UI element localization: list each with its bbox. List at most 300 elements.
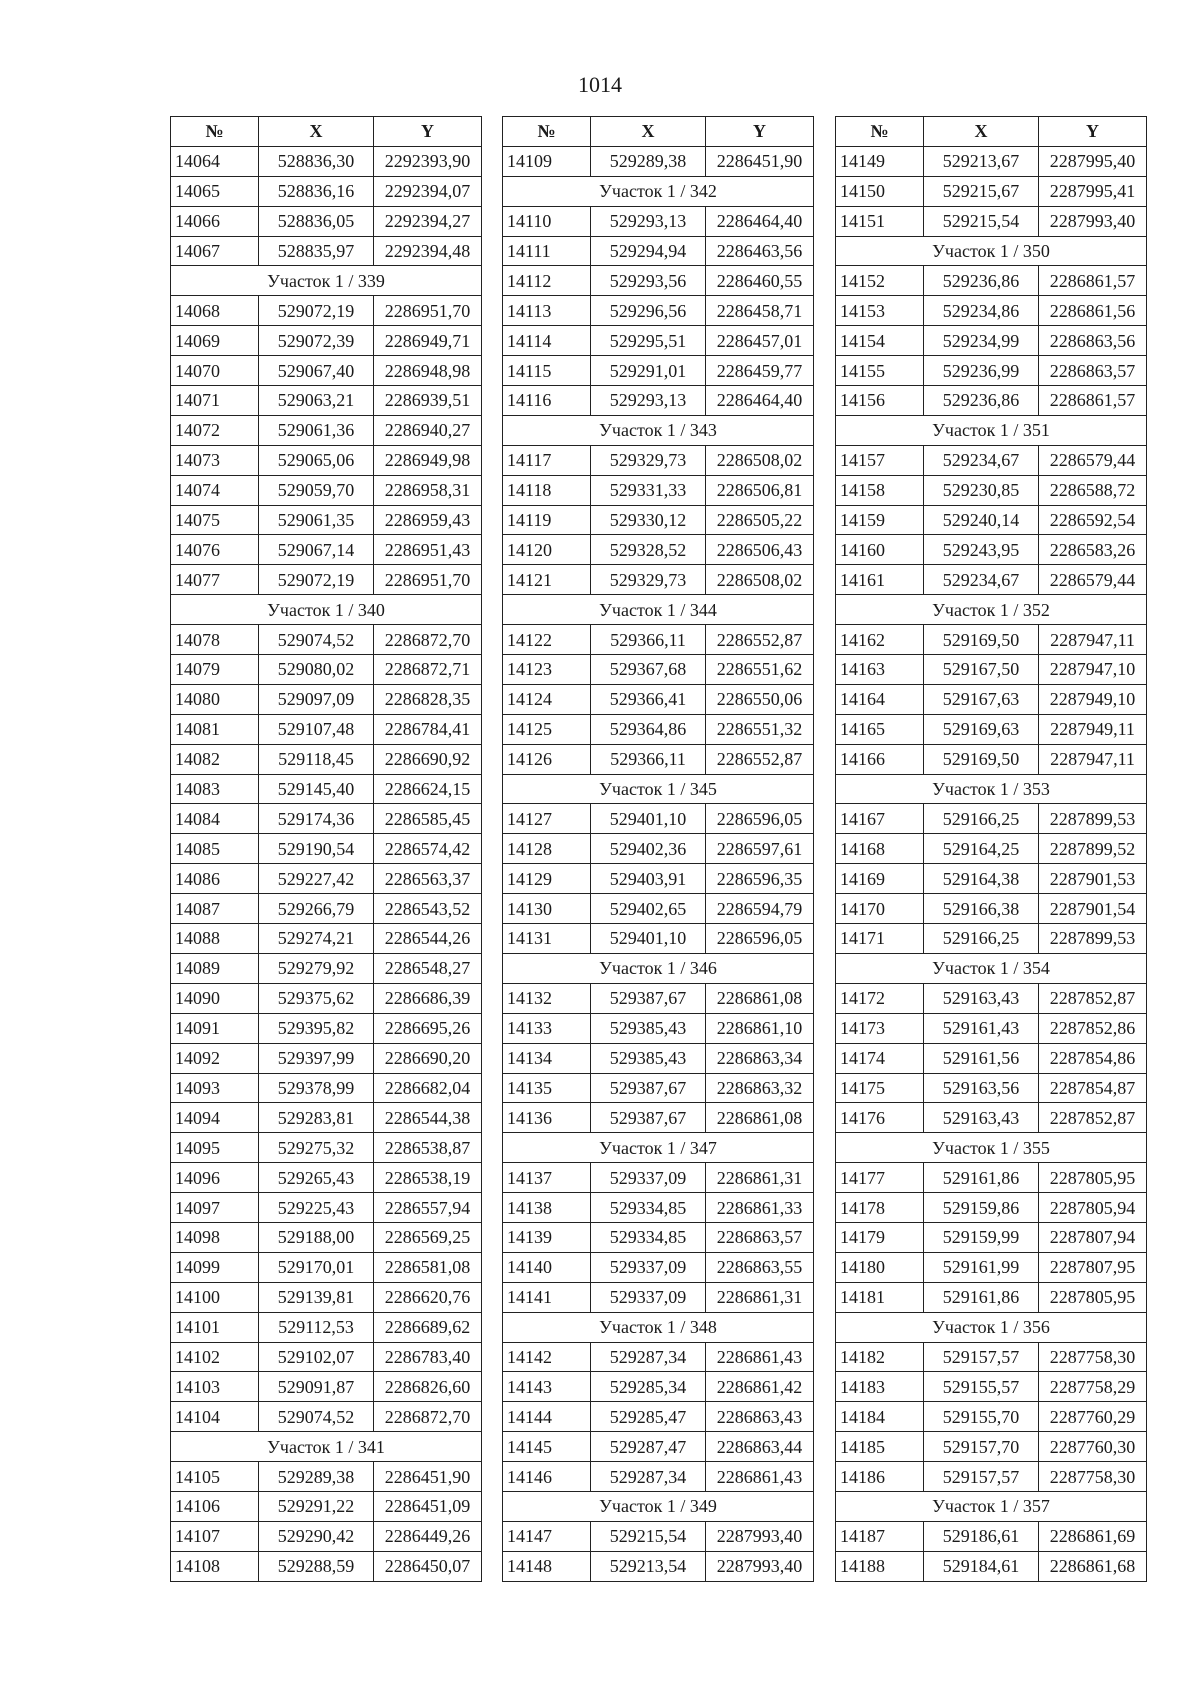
point-number: 14187 [836,1521,924,1551]
x-coordinate: 529287,34 [591,1342,706,1372]
y-coordinate: 2286940,27 [374,415,482,445]
y-coordinate: 2286451,90 [706,146,814,176]
y-coordinate: 2286574,42 [374,834,482,864]
x-coordinate: 529080,02 [259,655,374,685]
section-row [503,415,814,445]
table-header-row [836,117,1147,147]
y-coordinate: 2287807,95 [1039,1252,1147,1282]
y-coordinate: 2292394,27 [374,206,482,236]
y-coordinate: 2287947,11 [1039,625,1147,655]
point-number: 14163 [836,655,924,685]
point-number: 14117 [503,445,591,475]
y-coordinate: 2287993,40 [706,1551,814,1581]
x-coordinate: 529169,63 [924,714,1039,744]
table-row [836,326,1147,356]
section-row [836,1312,1147,1342]
point-number: 14094 [171,1103,259,1133]
point-number: 14143 [503,1372,591,1402]
y-coordinate: 2286557,94 [374,1193,482,1223]
point-number: 14071 [171,386,259,416]
x-coordinate: 529174,36 [259,804,374,834]
table-row [171,146,482,176]
table-row [171,386,482,416]
point-number: 14149 [836,146,924,176]
table-row [171,953,482,983]
table-row [836,834,1147,864]
point-number: 14131 [503,924,591,954]
x-coordinate: 529063,21 [259,386,374,416]
point-number: 14153 [836,296,924,326]
y-coordinate: 2286861,08 [706,1103,814,1133]
y-coordinate: 2286464,40 [706,386,814,416]
x-coordinate: 529167,63 [924,684,1039,714]
table-row [171,804,482,834]
table-row [503,1252,814,1282]
x-coordinate: 529163,56 [924,1073,1039,1103]
table-row [503,684,814,714]
table-row [836,176,1147,206]
x-coordinate: 529243,95 [924,535,1039,565]
table-row [503,1372,814,1402]
y-coordinate: 2286550,06 [706,684,814,714]
point-number: 14167 [836,804,924,834]
y-coordinate: 2286828,35 [374,684,482,714]
table-row [836,655,1147,685]
x-coordinate: 529329,73 [591,445,706,475]
table-row [503,1462,814,1492]
y-coordinate: 2287807,94 [1039,1222,1147,1252]
y-coordinate: 2286458,71 [706,296,814,326]
table-row [503,864,814,894]
table-row [836,1103,1147,1133]
x-coordinate: 529234,99 [924,326,1039,356]
x-coordinate: 529190,54 [259,834,374,864]
point-number: 14086 [171,864,259,894]
y-coordinate: 2286861,57 [1039,266,1147,296]
y-coordinate: 2286959,43 [374,505,482,535]
point-number: 14126 [503,744,591,774]
table-row [503,565,814,595]
point-number: 14124 [503,684,591,714]
section-row [836,415,1147,445]
table-row [836,1402,1147,1432]
x-coordinate: 529289,38 [259,1462,374,1492]
x-coordinate: 529097,09 [259,684,374,714]
point-number: 14104 [171,1402,259,1432]
y-coordinate: 2286538,87 [374,1133,482,1163]
y-coordinate: 2292394,48 [374,236,482,266]
x-coordinate: 529163,43 [924,983,1039,1013]
y-coordinate: 2286958,31 [374,475,482,505]
x-coordinate: 529157,57 [924,1342,1039,1372]
x-coordinate: 529328,52 [591,535,706,565]
table-row [836,625,1147,655]
point-number: 14140 [503,1252,591,1282]
point-number: 14166 [836,744,924,774]
point-number: 14134 [503,1043,591,1073]
y-coordinate: 2286459,77 [706,356,814,386]
x-coordinate: 529385,43 [591,1043,706,1073]
x-coordinate: 529291,01 [591,356,706,386]
point-number: 14148 [503,1551,591,1581]
table-row [171,1402,482,1432]
point-number: 14069 [171,326,259,356]
point-number: 14108 [171,1551,259,1581]
y-coordinate: 2287947,11 [1039,744,1147,774]
y-coordinate: 2286951,43 [374,535,482,565]
table-row [171,1372,482,1402]
table-row [171,1193,482,1223]
y-coordinate: 2286863,55 [706,1252,814,1282]
x-coordinate: 529294,94 [591,236,706,266]
point-number: 14068 [171,296,259,326]
y-coordinate: 2286544,38 [374,1103,482,1133]
y-coordinate: 2286579,44 [1039,565,1147,595]
table-row [171,1491,482,1521]
x-coordinate: 529225,43 [259,1193,374,1223]
x-coordinate: 529112,53 [259,1312,374,1342]
y-coordinate: 2286538,19 [374,1163,482,1193]
point-number: 14181 [836,1282,924,1312]
table-row [503,625,814,655]
x-coordinate: 529265,43 [259,1163,374,1193]
point-number: 14100 [171,1282,259,1312]
table-row [171,505,482,535]
point-number: 14084 [171,804,259,834]
table-row [836,146,1147,176]
page-number: 1014 [578,72,622,97]
y-coordinate: 2286450,07 [374,1551,482,1581]
section-row [836,953,1147,983]
point-number: 14179 [836,1222,924,1252]
y-coordinate: 2287949,10 [1039,684,1147,714]
table-row [171,565,482,595]
x-coordinate: 529293,13 [591,206,706,236]
x-coordinate: 529331,33 [591,475,706,505]
y-coordinate: 2286861,31 [706,1163,814,1193]
x-coordinate: 529118,45 [259,744,374,774]
point-number: 14160 [836,535,924,565]
x-coordinate: 529329,73 [591,565,706,595]
x-coordinate: 529283,81 [259,1103,374,1133]
x-coordinate: 529155,57 [924,1372,1039,1402]
x-coordinate: 528835,97 [259,236,374,266]
table-row [836,206,1147,236]
x-coordinate: 529230,85 [924,475,1039,505]
point-number: 14175 [836,1073,924,1103]
x-coordinate: 529285,47 [591,1402,706,1432]
table-row [836,1013,1147,1043]
x-coordinate: 529330,12 [591,505,706,535]
y-coordinate: 2287852,87 [1039,1103,1147,1133]
x-coordinate: 529236,86 [924,266,1039,296]
x-coordinate: 529164,38 [924,864,1039,894]
table-row [836,386,1147,416]
y-coordinate: 2286597,61 [706,834,814,864]
point-number: 14113 [503,296,591,326]
x-coordinate: 529188,00 [259,1222,374,1252]
x-coordinate: 529157,70 [924,1432,1039,1462]
x-coordinate: 529164,25 [924,834,1039,864]
point-number: 14087 [171,894,259,924]
y-coordinate: 2286784,41 [374,714,482,744]
x-coordinate: 529159,86 [924,1193,1039,1223]
x-coordinate: 529337,09 [591,1282,706,1312]
x-coordinate: 529065,06 [259,445,374,475]
table-row [171,774,482,804]
table-row [171,655,482,685]
point-number: 14070 [171,356,259,386]
y-coordinate: 2286552,87 [706,744,814,774]
table-row [171,1043,482,1073]
point-number: 14102 [171,1342,259,1372]
y-coordinate: 2286872,70 [374,1402,482,1432]
table-row [836,744,1147,774]
table-row [171,1521,482,1551]
point-number: 14157 [836,445,924,475]
x-coordinate: 529157,57 [924,1462,1039,1492]
point-number: 14066 [171,206,259,236]
point-number: 14064 [171,146,259,176]
table-row [503,146,814,176]
point-number: 14142 [503,1342,591,1372]
point-number: 14170 [836,894,924,924]
y-coordinate: 2286596,05 [706,924,814,954]
section-title: Участок 1 / 347 [503,1133,814,1163]
y-coordinate: 2287947,10 [1039,655,1147,685]
table-row [836,804,1147,834]
point-number: 14067 [171,236,259,266]
x-coordinate: 529102,07 [259,1342,374,1372]
y-coordinate: 2286457,01 [706,326,814,356]
y-coordinate: 2286863,57 [1039,356,1147,386]
section-title: Участок 1 / 348 [503,1312,814,1342]
table-row [503,983,814,1013]
y-coordinate: 2286451,90 [374,1462,482,1492]
point-number: 14091 [171,1013,259,1043]
y-coordinate: 2287760,30 [1039,1432,1147,1462]
x-coordinate: 529402,36 [591,834,706,864]
y-coordinate: 2286551,32 [706,714,814,744]
table-row [836,1342,1147,1372]
y-coordinate: 2286861,33 [706,1193,814,1223]
table-row [503,1222,814,1252]
y-coordinate: 2286690,92 [374,744,482,774]
table-row [171,714,482,744]
table-row [836,505,1147,535]
y-coordinate: 2286506,43 [706,535,814,565]
point-number: 14099 [171,1252,259,1282]
x-coordinate: 529091,87 [259,1372,374,1402]
y-coordinate: 2287993,40 [706,1521,814,1551]
table-row [503,1342,814,1372]
y-coordinate: 2286872,71 [374,655,482,685]
table-row [836,1372,1147,1402]
point-number: 14082 [171,744,259,774]
table-row [503,445,814,475]
table-row [503,1193,814,1223]
x-coordinate: 529293,13 [591,386,706,416]
table-row [171,1103,482,1133]
header-number: № [171,117,259,147]
coordinates-table-3 [835,116,1147,1582]
x-coordinate: 529184,61 [924,1551,1039,1581]
table-row [171,924,482,954]
table-row [503,1282,814,1312]
table-row [836,1282,1147,1312]
point-number: 14145 [503,1432,591,1462]
table-row [836,296,1147,326]
section-title: Участок 1 / 339 [171,266,482,296]
point-number: 14150 [836,176,924,206]
x-coordinate: 528836,30 [259,146,374,176]
x-coordinate: 529364,86 [591,714,706,744]
point-number: 14176 [836,1103,924,1133]
y-coordinate: 2286783,40 [374,1342,482,1372]
x-coordinate: 529074,52 [259,1402,374,1432]
y-coordinate: 2286863,57 [706,1222,814,1252]
y-coordinate: 2286861,10 [706,1013,814,1043]
point-number: 14116 [503,386,591,416]
y-coordinate: 2287852,87 [1039,983,1147,1013]
table-row [503,475,814,505]
y-coordinate: 2286543,52 [374,894,482,924]
table-row [836,983,1147,1013]
table-row [171,1312,482,1342]
section-title: Участок 1 / 354 [836,953,1147,983]
table-row [836,1043,1147,1073]
table-row [836,864,1147,894]
y-coordinate: 2286592,54 [1039,505,1147,535]
y-coordinate: 2287899,53 [1039,924,1147,954]
y-coordinate: 2287901,53 [1039,864,1147,894]
x-coordinate: 529387,67 [591,1073,706,1103]
x-coordinate: 529072,19 [259,565,374,595]
x-coordinate: 529334,85 [591,1193,706,1223]
point-number: 14076 [171,535,259,565]
section-row [503,1491,814,1521]
section-row [171,1432,482,1462]
section-row [171,266,482,296]
x-coordinate: 529213,67 [924,146,1039,176]
point-number: 14109 [503,146,591,176]
point-number: 14154 [836,326,924,356]
x-coordinate: 529401,10 [591,924,706,954]
y-coordinate: 2287758,29 [1039,1372,1147,1402]
y-coordinate: 2286863,44 [706,1432,814,1462]
section-title: Участок 1 / 342 [503,176,814,206]
y-coordinate: 2286872,70 [374,625,482,655]
y-coordinate: 2286690,20 [374,1043,482,1073]
table-row [836,535,1147,565]
section-row [503,953,814,983]
point-number: 14074 [171,475,259,505]
y-coordinate: 2287805,95 [1039,1163,1147,1193]
point-number: 14121 [503,565,591,595]
point-number: 14171 [836,924,924,954]
y-coordinate: 2286861,57 [1039,386,1147,416]
section-row [503,1312,814,1342]
point-number: 14093 [171,1073,259,1103]
section-title: Участок 1 / 349 [503,1491,814,1521]
section-title: Участок 1 / 351 [836,415,1147,445]
table-row [503,894,814,924]
table-row [503,1521,814,1551]
header-number: № [836,117,924,147]
point-number: 14085 [171,834,259,864]
point-number: 14120 [503,535,591,565]
table-row [171,1462,482,1492]
table-row [503,1163,814,1193]
x-coordinate: 529159,99 [924,1222,1039,1252]
point-number: 14178 [836,1193,924,1223]
point-number: 14096 [171,1163,259,1193]
section-title: Участок 1 / 346 [503,953,814,983]
section-row [503,1133,814,1163]
table-row [836,356,1147,386]
y-coordinate: 2286863,32 [706,1073,814,1103]
x-coordinate: 529234,67 [924,565,1039,595]
y-coordinate: 2286861,43 [706,1342,814,1372]
y-coordinate: 2292393,90 [374,146,482,176]
table-row [171,475,482,505]
x-coordinate: 529234,67 [924,445,1039,475]
point-number: 14112 [503,266,591,296]
coordinates-table-1 [170,116,482,1582]
table-row [836,1521,1147,1551]
point-number: 14073 [171,445,259,475]
x-coordinate: 529166,25 [924,804,1039,834]
y-coordinate: 2286508,02 [706,565,814,595]
x-coordinate: 529295,51 [591,326,706,356]
table-row [171,1073,482,1103]
y-coordinate: 2286682,04 [374,1073,482,1103]
point-number: 14133 [503,1013,591,1043]
y-coordinate: 2286508,02 [706,445,814,475]
x-coordinate: 529061,36 [259,415,374,445]
section-title: Участок 1 / 344 [503,595,814,625]
point-number: 14173 [836,1013,924,1043]
x-coordinate: 529366,11 [591,744,706,774]
table-row [171,744,482,774]
y-coordinate: 2286861,42 [706,1372,814,1402]
table-row [171,296,482,326]
table-row [171,326,482,356]
y-coordinate: 2286548,27 [374,953,482,983]
point-number: 14177 [836,1163,924,1193]
table-row [836,924,1147,954]
table-row [836,1432,1147,1462]
point-number: 14083 [171,774,259,804]
x-coordinate: 529397,99 [259,1043,374,1073]
section-title: Участок 1 / 350 [836,236,1147,266]
table-row [171,415,482,445]
table-row [503,744,814,774]
y-coordinate: 2287758,30 [1039,1462,1147,1492]
x-coordinate: 529169,50 [924,744,1039,774]
x-coordinate: 529161,86 [924,1163,1039,1193]
y-coordinate: 2287993,40 [1039,206,1147,236]
x-coordinate: 529291,22 [259,1491,374,1521]
y-coordinate: 2286689,62 [374,1312,482,1342]
x-coordinate: 529236,86 [924,386,1039,416]
table-row [171,445,482,475]
x-coordinate: 529385,43 [591,1013,706,1043]
x-coordinate: 529067,40 [259,356,374,386]
x-coordinate: 529337,09 [591,1163,706,1193]
x-coordinate: 529402,65 [591,894,706,924]
table-row [836,1163,1147,1193]
